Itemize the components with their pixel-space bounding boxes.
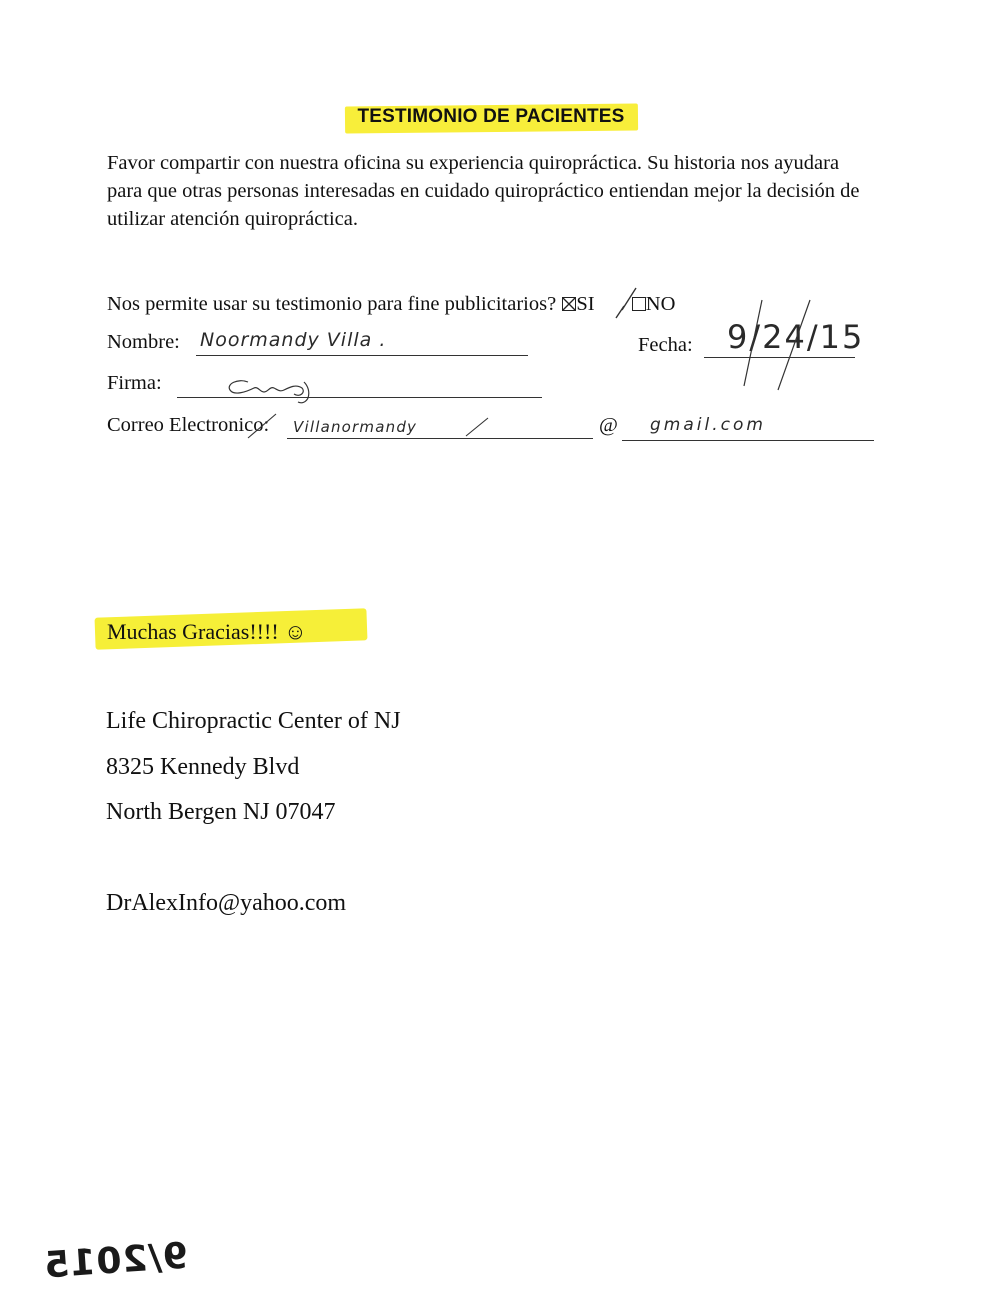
yes-label: SI <box>576 293 595 315</box>
clinic-email: DrAlexInfo@yahoo.com <box>106 890 347 916</box>
thanks-message <box>107 619 307 645</box>
title-block <box>0 104 982 129</box>
date-field[interactable]: 9/24/15 <box>727 318 865 356</box>
handwritten-check-icon <box>612 284 642 324</box>
x-mark-icon <box>562 297 576 311</box>
consent-question: Nos permite usar su testimonio para fine publicitarios? <box>107 293 557 315</box>
clinic-street: 8325 Kennedy Blvd <box>106 754 300 780</box>
email-at-sign: @ <box>599 414 618 436</box>
page-title <box>349 104 632 129</box>
date-label: Fecha: <box>638 334 693 356</box>
clinic-city: North Bergen NJ 07047 <box>106 799 336 825</box>
no-label: NO <box>645 293 676 315</box>
email-label: Correo Electronico: <box>107 414 270 436</box>
clinic-name: Life Chiropractic Center of NJ <box>106 708 401 734</box>
page-title-text: TESTIMONIO DE PACIENTES <box>357 106 625 127</box>
email-user-field[interactable]: Villanormandy <box>293 418 418 436</box>
email-domain-underline <box>622 440 874 441</box>
name-field[interactable]: Noormandy Villa . <box>200 329 387 351</box>
intro-paragraph: Favor compartir con nuestra oficina su experiencia quiropráctica. Su historia nos ayudara para que otras personas interesadas en cuidado quiropráctico entiendan mejor la decisión de utilizar atención quiropráctica. <box>107 152 860 230</box>
consent-question-row <box>107 291 675 317</box>
thanks-text: Muchas Gracias!!!! ☺ <box>107 619 307 644</box>
yes-checkbox[interactable] <box>562 297 576 311</box>
signature-label: Firma: <box>107 372 162 394</box>
date-strokes-icon <box>700 294 830 394</box>
bleed-through-stamp: 9/2015 <box>42 1235 190 1287</box>
name-label: Nombre: <box>107 331 180 353</box>
email-domain-field[interactable]: gmail.com <box>650 415 766 435</box>
handwritten-strokes-icon <box>236 380 516 460</box>
name-underline <box>196 355 528 356</box>
